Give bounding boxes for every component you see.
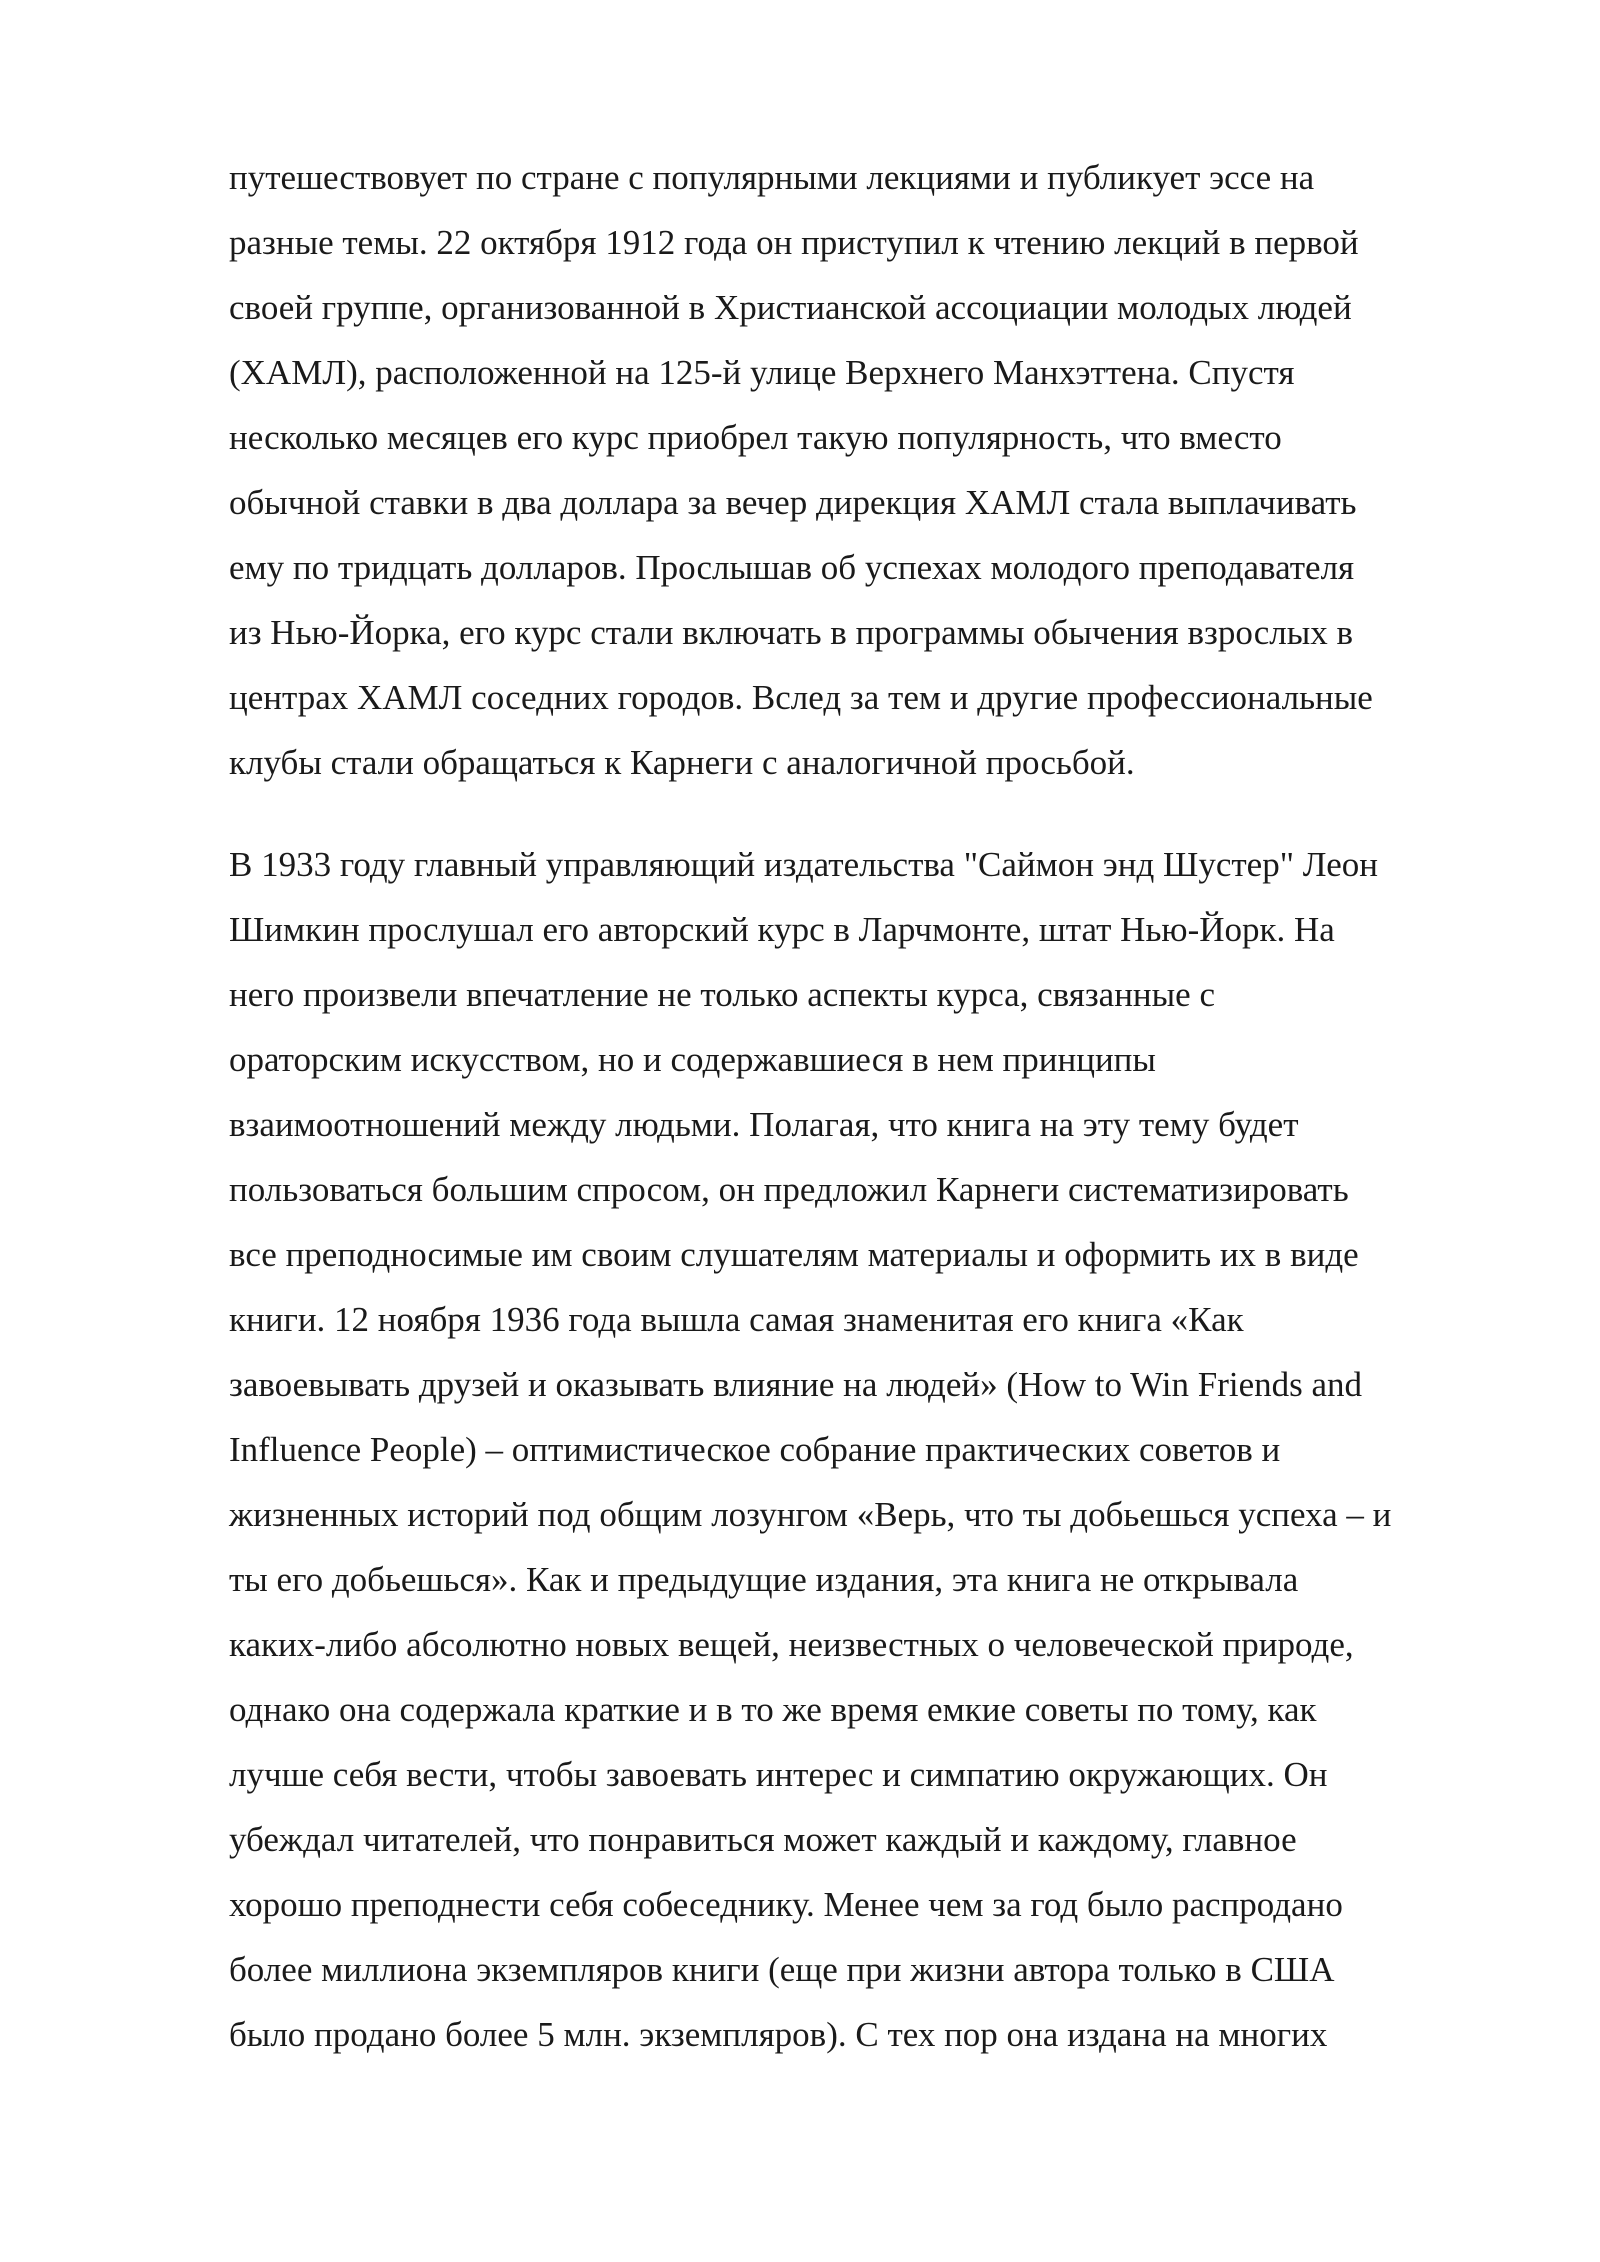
text-line: клубы стали обращаться к Карнеги с аналогичной просьбой. bbox=[229, 743, 1135, 782]
text-line: ораторским искусством, но и содержавшиеся в нем принципы bbox=[229, 1040, 1156, 1079]
text-line: Influence People) – оптимистическое собрание практических советов и bbox=[229, 1430, 1281, 1469]
text-line: каких-либо абсолютно новых вещей, неизвестных о человеческой природе, bbox=[229, 1625, 1354, 1664]
text-line: книги. 12 ноября 1936 года вышла самая знаменитая его книга «Как bbox=[229, 1300, 1244, 1339]
text-line: обычной ставки в два доллара за вечер дирекция ХАМЛ стала выплачивать bbox=[229, 483, 1357, 522]
text-line: разные темы. 22 октября 1912 года он приступил к чтению лекций в первой bbox=[229, 223, 1359, 262]
text-line: все преподносимые им своим слушателям материалы и оформить их в виде bbox=[229, 1235, 1359, 1274]
text-line: В 1933 году главный управляющий издательства "Саймон энд Шустер" Леон bbox=[229, 845, 1379, 884]
text-line: него произвели впечатление не только аспекты курса, связанные с bbox=[229, 975, 1215, 1014]
text-line: завоевывать друзей и оказывать влияние на людей» (How to Win Friends and bbox=[229, 1365, 1363, 1404]
text-line: ты его добьешься». Как и предыдущие издания, эта книга не открывала bbox=[229, 1560, 1299, 1599]
text-line: (ХАМЛ), расположенной на 125-й улице Верхнего Манхэттена. Спустя bbox=[229, 353, 1295, 392]
text-line: из Нью-Йорка, его курс стали включать в программы обычения взрослых в bbox=[229, 613, 1354, 652]
text-line: несколько месяцев его курс приобрел такую популярность, что вместо bbox=[229, 418, 1282, 457]
text-line: ему по тридцать долларов. Прослышав об успехах молодого преподавателя bbox=[229, 548, 1355, 587]
paragraph-1 bbox=[229, 145, 1509, 795]
text-line: более миллиона экземпляров книги (еще при жизни автора только в США bbox=[229, 1950, 1335, 1989]
text-line: взаимоотношений между людьми. Полагая, что книга на эту тему будет bbox=[229, 1105, 1299, 1144]
text-line: Шимкин прослушал его авторский курс в Ларчмонте, штат Нью-Йорк. На bbox=[229, 910, 1335, 949]
text-line: путешествовует по стране с популярными лекциями и публикует эссе на bbox=[229, 158, 1315, 197]
text-line: лучше себя вести, чтобы завоевать интерес и симпатию окружающих. Он bbox=[229, 1755, 1328, 1794]
text-line: убеждал читателей, что понравиться может каждый и каждому, главное bbox=[229, 1820, 1297, 1859]
text-line: своей группе, организованной в Христианской ассоциации молодых людей bbox=[229, 288, 1352, 327]
text-line: пользоваться большим спросом, он предложил Карнеги систематизировать bbox=[229, 1170, 1349, 1209]
text-line: однако она содержала краткие и в то же время емкие советы по тому, как bbox=[229, 1690, 1317, 1729]
text-line: жизненных историй под общим лозунгом «Верь, что ты добьешься успеха – и bbox=[229, 1495, 1392, 1534]
text-line: хорошо преподнести себя собеседнику. Менее чем за год было распродано bbox=[229, 1885, 1343, 1924]
text-line: центрах ХАМЛ соседних городов. Вслед за тем и другие профессиональные bbox=[229, 678, 1373, 717]
paragraph-2 bbox=[229, 832, 1509, 2067]
text-line: было продано более 5 млн. экземпляров). С тех пор она издана на многих bbox=[229, 2015, 1328, 2054]
